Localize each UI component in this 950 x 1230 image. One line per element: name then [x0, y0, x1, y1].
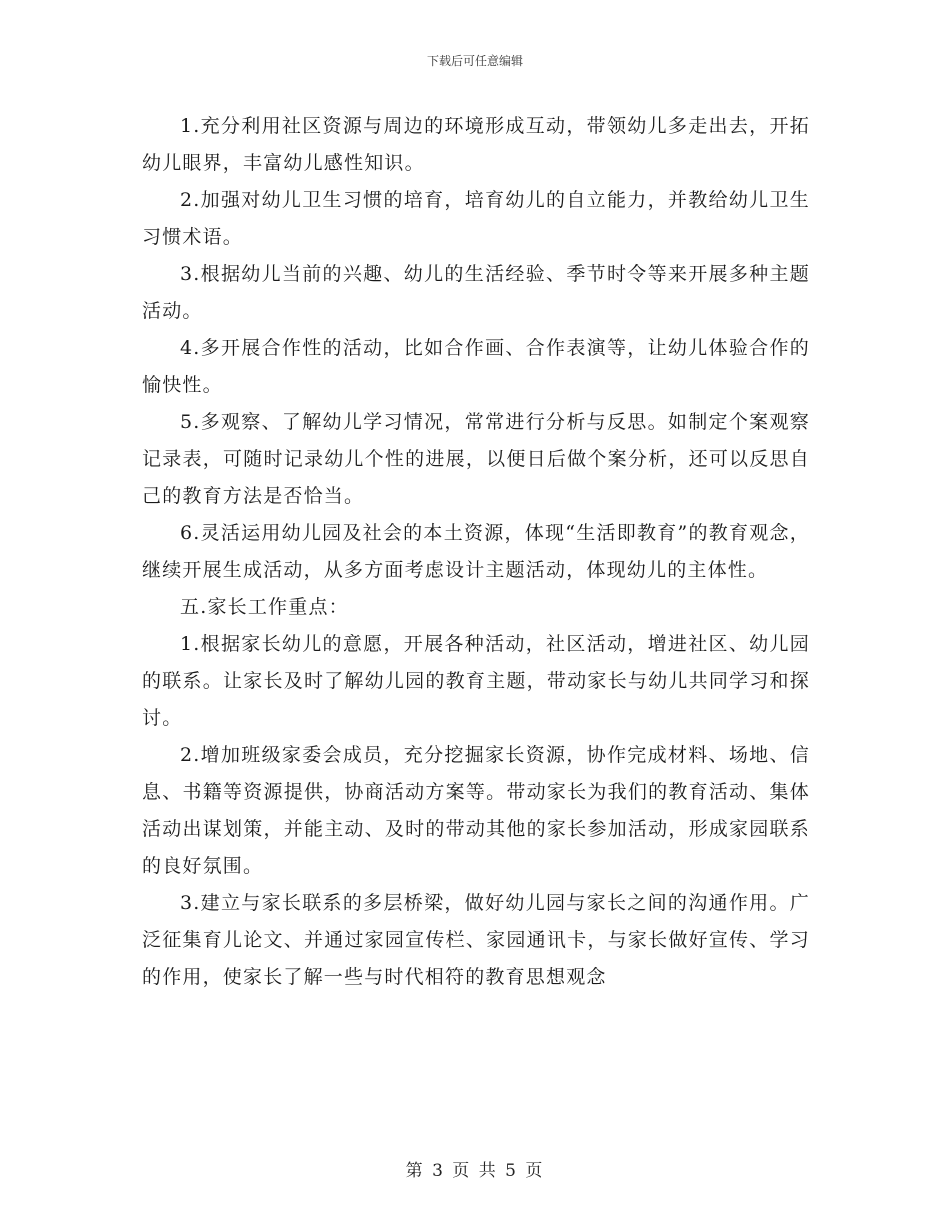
paragraph-5: 5.多观察、了解幼儿学习情况，常常进行分析与反思。如制定个案观察记录表，可随时记录幼儿个性的进展，以便日后做个案分析，还可以反思自己的教育方法是否恰当。 [142, 411, 810, 507]
section-heading-parent-work: 五.家长工作重点： [180, 596, 349, 618]
page-number: 第 3 页 共 5 页 [405, 1161, 545, 1181]
paragraph-3: 3.根据幼儿当前的兴趣、幼儿的生活经验、季节时令等来开展多种主题活动。 [142, 263, 810, 322]
paragraph-2: 2.加强对幼儿卫生习惯的培育，培育幼儿的自立能力，并教给幼儿卫生习惯术语。 [142, 189, 810, 248]
document-body [142, 108, 810, 996]
paragraph-6: 6.灵活运用幼儿园及社会的本土资源，体现“生活即教育”的教育观念，继续开展生成活动，从多方面考虑设计主题活动，体现幼儿的主体性。 [142, 522, 810, 581]
paragraph-parent-1: 1.根据家长幼儿的意愿，开展各种活动，社区活动，增进社区、幼儿园的联系。让家长及时了解幼儿园的教育主题，带动家长与幼儿共同学习和探讨。 [142, 633, 810, 729]
page-header: 下载后可任意编辑 [426, 54, 523, 68]
paragraph-4: 4.多开展合作性的活动，比如合作画、合作表演等，让幼儿体验合作的愉快性。 [142, 337, 810, 396]
paragraph-1: 1.充分利用社区资源与周边的环境形成互动，带领幼儿多走出去，开拓幼儿眼界，丰富幼儿感性知识。 [142, 115, 810, 174]
paragraph-parent-3: 3.建立与家长联系的多层桥梁，做好幼儿园与家长之间的沟通作用。广泛征集育儿论文、并通过家园宣传栏、家园通讯卡，与家长做好宣传、学习的作用，使家长了解一些与时代相符的教育思想观念 [142, 892, 810, 988]
paragraph-parent-2: 2.增加班级家委会成员，充分挖掘家长资源，协作完成材料、场地、信息、书籍等资源提供，协商活动方案等。带动家长为我们的教育活动、集体活动出谋划策，并能主动、及时的带动其他的家长参加活动，形成家园联系的良好氛围。 [142, 744, 810, 877]
